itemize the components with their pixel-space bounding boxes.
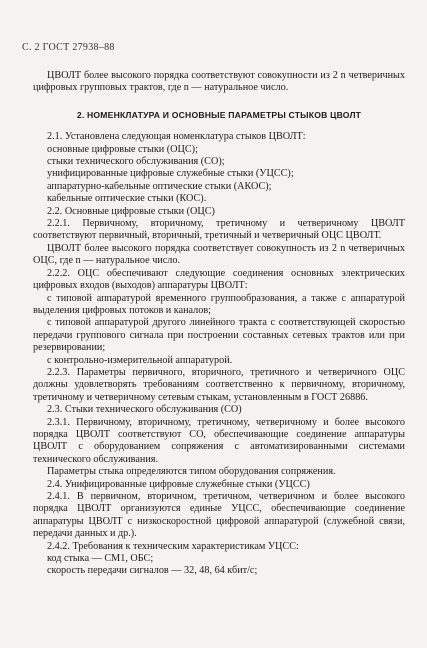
list-item: кабельные оптические стыки (КОС).: [47, 193, 207, 205]
paragraph-2-2-1b: ЦВОЛТ более высокого порядка соответствует совокупность из 2 n четверичных ОЦС, где n — натуральное число.: [33, 242, 405, 267]
paragraph-2-3-1: 2.3.1. Первичному, вторичному, третичному, четверичному и более высокого порядка ЦВОЛТ соответствуют СО, обеспечивающие соединение аппаратуры ЦВОЛТ с оборудованием сопряжения с автоматизированными системами технического обслуживания.: [33, 416, 405, 465]
paragraph-2-2-3: 2.2.3. Параметры первичного, вторичного, третичного и четверичного ОЦС должны удовлетворять требованиям соответственно к первичному, вторичному, третичному и четверичному сетевым стыкам, установленным в ГОСТ 26886.: [33, 366, 405, 403]
paragraph-2-4-2: 2.4.2. Требования к техническим характеристикам УЦСС:: [47, 540, 299, 552]
heading-2-4: 2.4. Унифицированные цифровые служебные стыки (УЦСС): [47, 478, 310, 490]
list-item: код стыка — СМ1, ОБС;: [47, 553, 154, 565]
list-item: с типовой аппаратурой временного группообразования, а также с аппаратурой выделения цифровых потоков и каналов;: [33, 292, 405, 316]
intro-paragraph: ЦВОЛТ более высокого порядка соответствуют совокупности из 2 n четверичных цифровых групповых трактов, где n — натуральное число.: [33, 70, 405, 94]
page-header: С. 2 ГОСТ 27938–88: [22, 42, 115, 53]
list-item: аппаратурно-кабельные оптические стыки (АКОС);: [47, 180, 272, 192]
section-title: 2. НОМЕНКЛАТУРА И ОСНОВНЫЕ ПАРАМЕТРЫ СТЫКОВ ЦВОЛТ: [76, 109, 362, 120]
paragraph-2-2-2: 2.2.2. ОЦС обеспечивают следующие соединения основных электрических цифровых входов (выходов) аппаратуры ЦВОЛТ:: [33, 267, 405, 292]
list-item: стыки технического обслуживания (СО);: [47, 156, 225, 168]
list-item: с типовой аппаратурой другого линейного тракта с соответствующей скоростью передачи группового сигнала при построении составных сетевых трактов или при резервировании;: [33, 317, 405, 354]
paragraph-2-1: 2.1. Установлена следующая номенклатура стыков ЦВОЛТ:: [47, 131, 306, 143]
paragraph-2-4-1: 2.4.1. В первичном, вторичном, третичном, четверичном и более высокого порядка ЦВОЛТ организуются единые УЦСС, обеспечивающие соединение аппаратуры ЦВОЛТ с низкоскоростной цифровой аппаратурой (служебной связи, передачи данных и др.).: [33, 491, 405, 540]
list-item: унифицированные цифровые служебные стыки (УЦСС);: [47, 168, 294, 180]
list-item: основные цифровые стыки (ОЦС);: [47, 143, 198, 155]
heading-2-3: 2.3. Стыки технического обслуживания (СО): [47, 404, 242, 416]
list-item: с контрольно-измерительной аппаратурой.: [47, 354, 233, 366]
document-body: [33, 70, 405, 578]
list-item: скорость передачи сигналов — 32, 48, 64 кбит/с;: [47, 565, 258, 577]
paragraph-2-2-1: 2.2.1. Первичному, вторичному, третичному и четверичному ЦВОЛТ соответствуют первичный, вторичный, третичный и четверичный ОЦС ЦВОЛТ.: [33, 218, 405, 242]
paragraph-2-3-1b: Параметры стыка определяются типом оборудования сопряжения.: [47, 466, 336, 478]
heading-2-2: 2.2. Основные цифровые стыки (ОЦС): [47, 205, 215, 217]
